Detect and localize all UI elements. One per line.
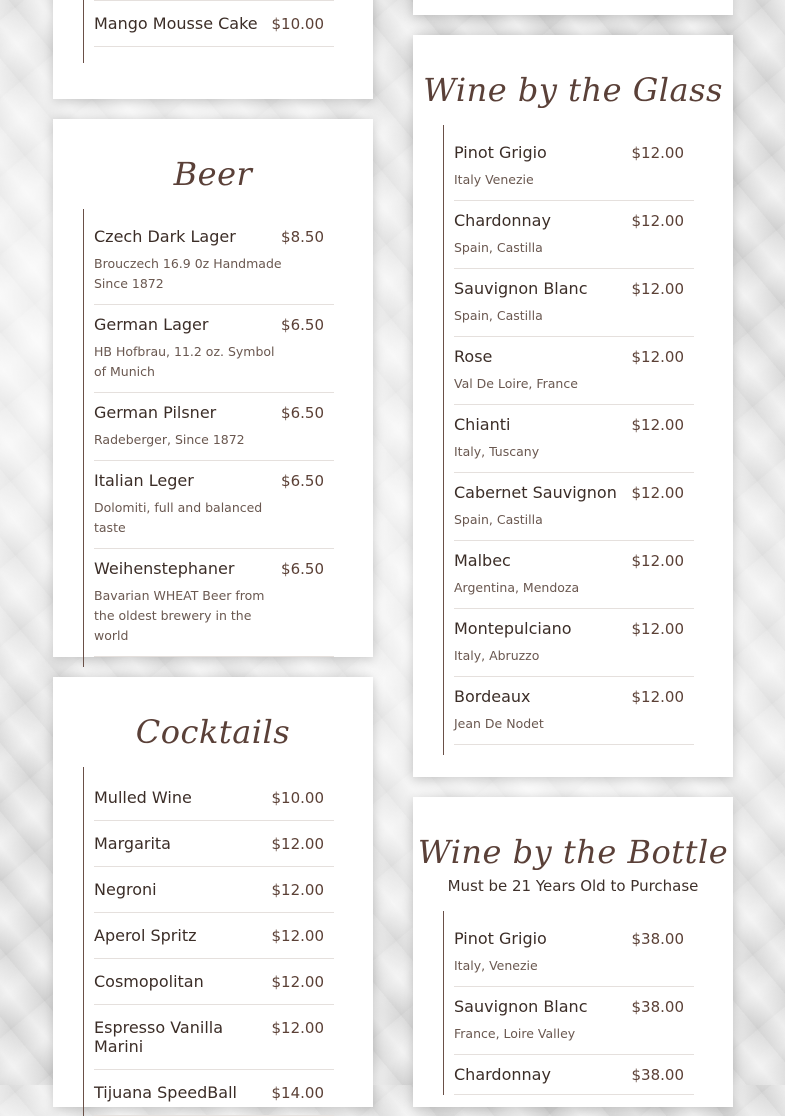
- item-name: Rose: [454, 347, 493, 366]
- list-item: [94, 913, 334, 959]
- beer-list: [83, 209, 334, 667]
- list-item: [454, 133, 694, 201]
- item-price: $38.00: [631, 930, 684, 948]
- item-name: German Lager: [94, 315, 209, 334]
- beer-title: Beer: [173, 155, 253, 193]
- item-name: Cosmopolitan: [94, 972, 204, 991]
- item-price: $12.00: [271, 835, 324, 853]
- list-item: [454, 269, 694, 337]
- wine-bottle-subtitle: Must be 21 Years Old to Purchase: [447, 877, 699, 895]
- item-price: $12.00: [271, 881, 324, 899]
- item-description: France, Loire Valley: [454, 1026, 576, 1041]
- item-price: $6.50: [281, 560, 324, 578]
- item-name: Mulled Wine: [94, 788, 192, 807]
- item-name: Mango Mousse Cake: [94, 14, 258, 33]
- item-name: Pinot Grigio: [454, 143, 547, 162]
- item-name: Espresso Vanilla Marini: [94, 1018, 224, 1056]
- item-price: $12.00: [631, 484, 684, 502]
- item-price: $12.00: [631, 620, 684, 638]
- item-price: $12.00: [631, 416, 684, 434]
- item-name: Tijuana SpeedBall: [94, 1083, 237, 1102]
- item-description: Brouczech 16.9 0z Handmade Since 1872: [94, 256, 282, 291]
- item-description: Jean De Nodet: [454, 716, 544, 731]
- list-item: [454, 1055, 694, 1095]
- item-price: $12.00: [271, 927, 324, 945]
- list-item: [454, 405, 694, 473]
- item-name: Aperol Spritz: [94, 926, 197, 945]
- list-item: [94, 549, 334, 657]
- item-name: Chianti: [454, 415, 511, 434]
- list-item: [454, 473, 694, 541]
- item-price: $6.50: [281, 316, 324, 334]
- item-name: Malbec: [454, 551, 511, 570]
- list-item: [454, 987, 694, 1055]
- item-description: Spain, Castilla: [454, 240, 543, 255]
- item-price: $8.50: [281, 228, 324, 246]
- list-item: [94, 305, 334, 393]
- wine-bottle-card: [413, 797, 733, 1107]
- item-description: HB Hofbrau, 11.2 oz. Symbol of Munich: [94, 344, 275, 379]
- item-price: $12.00: [631, 144, 684, 162]
- item-name: German Pilsner: [94, 403, 217, 422]
- list-item: [454, 541, 694, 609]
- list-item: [94, 1005, 334, 1070]
- item-price: $14.00: [271, 1084, 324, 1102]
- item-description: Italy, Venezie: [454, 958, 538, 973]
- list-item: [94, 821, 334, 867]
- cocktails-card: [53, 677, 373, 1107]
- list-item: [94, 959, 334, 1005]
- item-name: Sauvignon Blanc: [454, 997, 588, 1016]
- item-name: Chardonnay: [454, 1065, 551, 1084]
- wine-glass-list: [443, 125, 694, 755]
- list-item: [454, 337, 694, 405]
- cocktails-title: Cocktails: [135, 713, 291, 751]
- list-item: [94, 775, 334, 821]
- wine-bottle-title: Wine by the Bottle: [417, 833, 729, 871]
- dessert-card: [53, 0, 373, 99]
- top-right-card: [413, 0, 733, 15]
- wine-bottle-list: [443, 911, 694, 1095]
- item-description: Val De Loire, France: [454, 376, 578, 391]
- item-price: $12.00: [631, 280, 684, 298]
- item-description: Spain, Castilla: [454, 308, 543, 323]
- item-name: Chardonnay: [454, 211, 551, 230]
- list-item: [94, 393, 334, 461]
- item-description: Italy, Tuscany: [454, 444, 540, 459]
- list-item: [454, 609, 694, 677]
- item-name: Margarita: [94, 834, 171, 853]
- item-description: Italy, Abruzzo: [454, 648, 540, 663]
- item-name: Weihenstephaner: [94, 559, 235, 578]
- item-name: Pinot Grigio: [454, 929, 547, 948]
- item-name: Montepulciano: [454, 619, 572, 638]
- list-item: [454, 919, 694, 987]
- item-price: $6.50: [281, 472, 324, 490]
- wine-glass-title: Wine by the Glass: [423, 71, 723, 109]
- dessert-list: [83, 0, 334, 63]
- item-name: Czech Dark Lager: [94, 227, 236, 246]
- item-description: Dolomiti, full and balanced taste: [94, 500, 263, 535]
- list-item: [454, 201, 694, 269]
- item-price: $12.00: [271, 973, 324, 991]
- list-item: [94, 461, 334, 549]
- item-description: Spain, Castilla: [454, 512, 543, 527]
- item-price: $38.00: [631, 1066, 684, 1084]
- item-description: Radeberger, Since 1872: [94, 432, 245, 447]
- item-name: Italian Leger: [94, 471, 194, 490]
- beer-card: [53, 119, 373, 657]
- wine-glass-card: [413, 35, 733, 777]
- item-name: Bordeaux: [454, 687, 531, 706]
- item-price: $10.00: [271, 789, 324, 807]
- list-item: [94, 867, 334, 913]
- item-price: $12.00: [631, 552, 684, 570]
- list-item: [94, 1070, 334, 1116]
- item-price: $12.00: [631, 688, 684, 706]
- list-item: [454, 677, 694, 745]
- item-name: Negroni: [94, 880, 157, 899]
- item-price: $10.00: [271, 15, 324, 33]
- item-name: Cabernet Sauvignon: [454, 483, 617, 502]
- cocktails-list: [83, 767, 334, 1116]
- item-price: $6.50: [281, 404, 324, 422]
- item-price: $12.00: [631, 212, 684, 230]
- item-description: Argentina, Mendoza: [454, 580, 580, 595]
- item-description: Bavarian WHEAT Beer from the oldest brewery in the world: [94, 588, 265, 643]
- item-price: $38.00: [631, 998, 684, 1016]
- item-price: $12.00: [271, 1019, 324, 1037]
- item-description: Italy Venezie: [454, 172, 534, 187]
- list-item: [94, 217, 334, 305]
- item-price: $12.00: [631, 348, 684, 366]
- list-item: [94, 0, 334, 47]
- item-name: Sauvignon Blanc: [454, 279, 588, 298]
